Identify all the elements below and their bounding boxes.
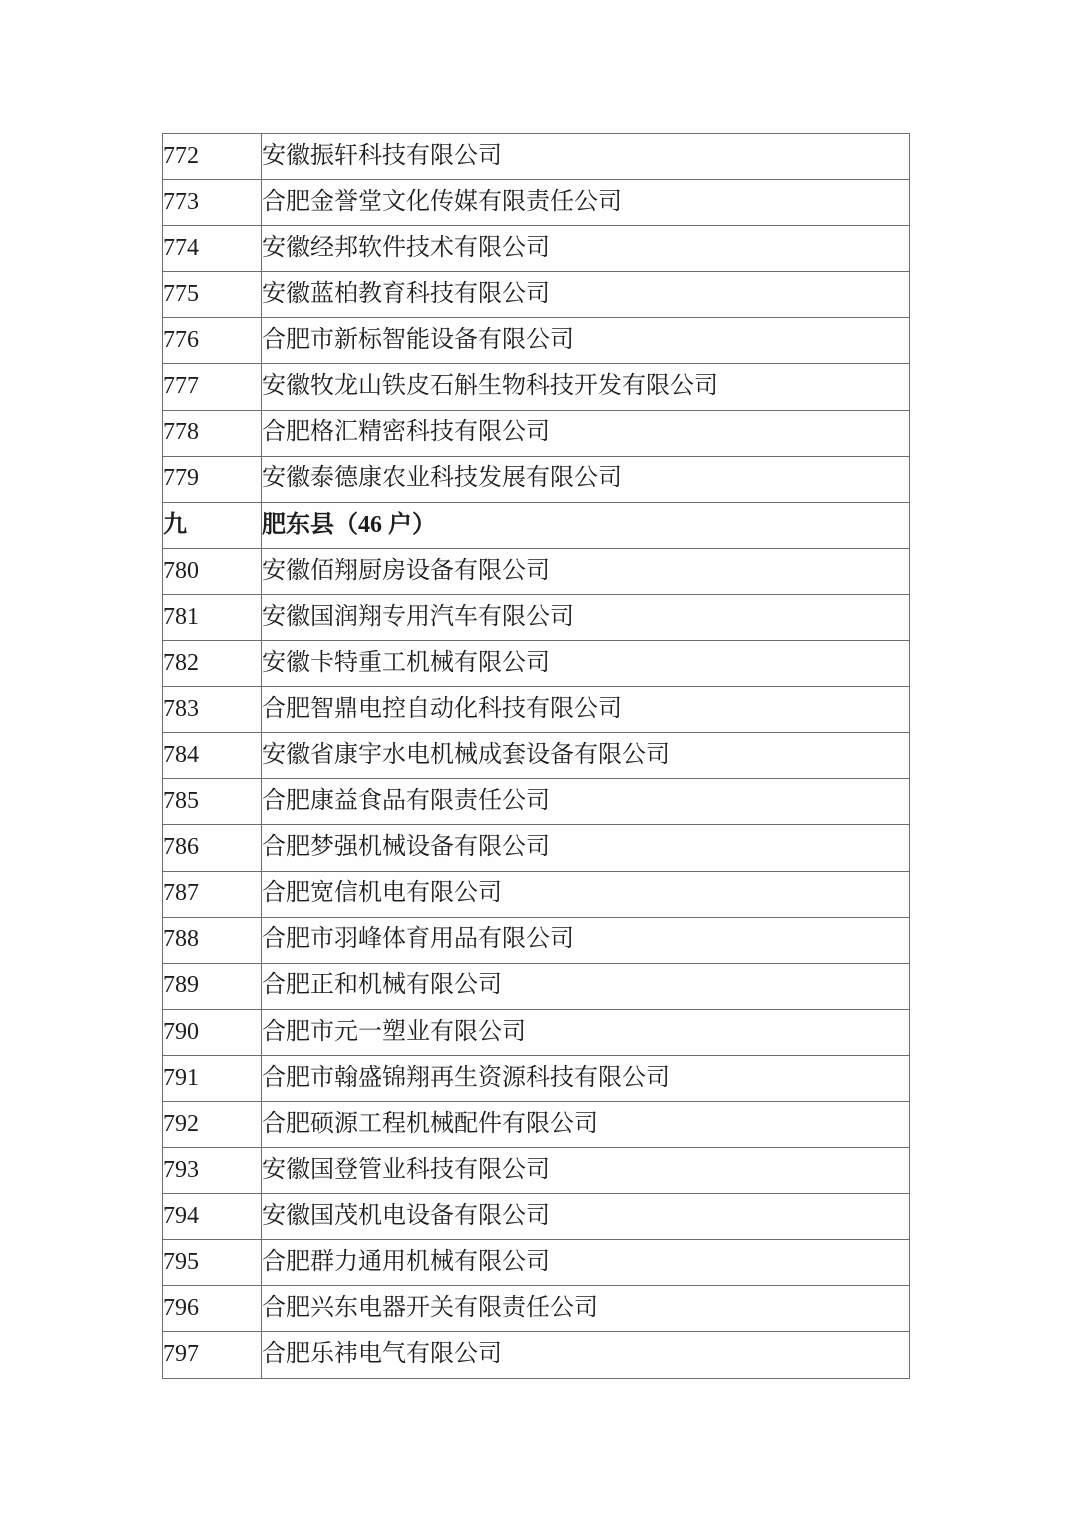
company-name-cell: 安徽泰德康农业科技发展有限公司 [262,456,910,502]
row-number-cell: 784 [163,733,262,779]
table-row [163,272,910,318]
company-name-cell: 安徽国登管业科技有限公司 [262,1148,910,1194]
company-name-cell: 合肥市新标智能设备有限公司 [262,318,910,364]
row-number-cell: 795 [163,1240,262,1286]
company-name-cell: 合肥市元一塑业有限公司 [262,1009,910,1055]
row-number-cell: 781 [163,594,262,640]
table-section-header-row [163,502,910,548]
company-name-cell: 安徽省康宇水电机械成套设备有限公司 [262,733,910,779]
company-name-cell: 安徽佰翔厨房设备有限公司 [262,548,910,594]
table-row [163,963,910,1009]
company-name-cell: 合肥梦强机械设备有限公司 [262,825,910,871]
table-row [163,641,910,687]
row-number-cell: 792 [163,1101,262,1147]
row-number-cell: 776 [163,318,262,364]
row-number-cell: 786 [163,825,262,871]
row-number-cell: 787 [163,871,262,917]
row-number-cell: 794 [163,1194,262,1240]
table-row [163,1009,910,1055]
row-number-cell: 772 [163,134,262,180]
company-table [162,133,910,1379]
company-name-cell: 合肥兴东电器开关有限责任公司 [262,1286,910,1332]
row-number-cell: 797 [163,1332,262,1378]
table-row [163,180,910,226]
table-row [163,917,910,963]
row-number-cell: 777 [163,364,262,410]
table-row [163,134,910,180]
row-number-cell: 779 [163,456,262,502]
row-number-cell: 785 [163,779,262,825]
row-number-cell: 791 [163,1055,262,1101]
table-row [163,871,910,917]
row-number-cell: 775 [163,272,262,318]
table-row [163,410,910,456]
row-number-cell: 793 [163,1148,262,1194]
row-number-cell: 788 [163,917,262,963]
company-name-cell: 合肥市翰盛锦翔再生资源科技有限公司 [262,1055,910,1101]
company-name-cell: 安徽国润翔专用汽车有限公司 [262,594,910,640]
company-name-cell: 安徽经邦软件技术有限公司 [262,226,910,272]
company-name-cell: 合肥金誉堂文化传媒有限责任公司 [262,180,910,226]
table-row [163,1148,910,1194]
row-number-cell: 796 [163,1286,262,1332]
table-row [163,1240,910,1286]
table-row [163,687,910,733]
table-row [163,1332,910,1378]
company-name-cell: 合肥市羽峰体育用品有限公司 [262,917,910,963]
row-number-cell: 774 [163,226,262,272]
table-row [163,548,910,594]
company-name-cell: 安徽振轩科技有限公司 [262,134,910,180]
company-name-cell: 安徽卡特重工机械有限公司 [262,641,910,687]
table-row [163,594,910,640]
company-name-cell: 合肥宽信机电有限公司 [262,871,910,917]
company-name-cell: 合肥格汇精密科技有限公司 [262,410,910,456]
table-row [163,779,910,825]
section-title-cell: 肥东县（46 户） [262,502,910,548]
company-name-cell: 合肥正和机械有限公司 [262,963,910,1009]
company-name-cell: 合肥硕源工程机械配件有限公司 [262,1101,910,1147]
row-number-cell: 783 [163,687,262,733]
row-number-cell: 789 [163,963,262,1009]
row-number-cell: 782 [163,641,262,687]
table-row [163,1101,910,1147]
table-row [163,1055,910,1101]
company-name-cell: 合肥群力通用机械有限公司 [262,1240,910,1286]
table-row [163,825,910,871]
row-number-cell: 790 [163,1009,262,1055]
company-name-cell: 安徽国茂机电设备有限公司 [262,1194,910,1240]
row-number-cell: 778 [163,410,262,456]
company-name-cell: 合肥康益食品有限责任公司 [262,779,910,825]
company-name-cell: 安徽牧龙山铁皮石斛生物科技开发有限公司 [262,364,910,410]
section-index-cell: 九 [163,502,262,548]
company-name-cell: 合肥智鼎电控自动化科技有限公司 [262,687,910,733]
table-row [163,733,910,779]
table-row [163,456,910,502]
table-row [163,226,910,272]
table-row [163,1194,910,1240]
row-number-cell: 780 [163,548,262,594]
company-name-cell: 安徽蓝柏教育科技有限公司 [262,272,910,318]
table-row [163,1286,910,1332]
table-row [163,318,910,364]
company-name-cell: 合肥乐祎电气有限公司 [262,1332,910,1378]
row-number-cell: 773 [163,180,262,226]
table-row [163,364,910,410]
